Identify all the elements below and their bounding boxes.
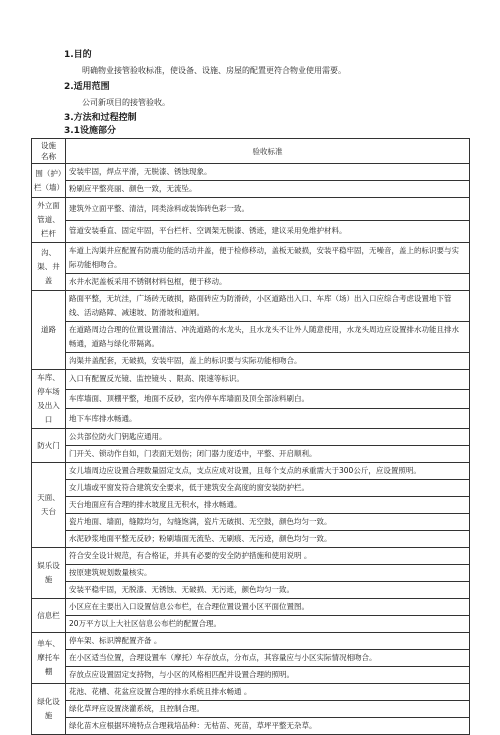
acceptance-standard-header: 验收标准 — [66, 139, 470, 164]
section-2-text: 公司新项目的接管验收。 — [82, 98, 170, 107]
facility-name-cell: 围（护）栏（墙） — [32, 164, 66, 198]
facility-name-header-line1: 设施 — [41, 141, 56, 150]
table-row — [32, 353, 470, 370]
table-row — [32, 181, 470, 198]
facility-name-cell: 防火门 — [32, 429, 66, 463]
table-row — [32, 274, 470, 291]
standard-cell: 公共部位防火门钥匙应通用。 — [66, 429, 470, 446]
standard-cell: 路面平整，无坑洼，广场砖无破损，路面砖应为防滑砖，小区道路出入口、车库（场）出入口应综合考虑设置地下管线、活动路障、减速坡、防滑坡和道闸。 — [66, 291, 470, 322]
table-header-row — [32, 139, 470, 164]
standard-cell: 车道上沟渠井应配置有防震功能的活动井盖，便于检修移动，盖板无破损，安装平稳牢固，无噪音，盖上的标识要与实际功能相吻合。 — [66, 243, 470, 274]
standard-cell: 入口有配置反光镜、监控镜头 、限高、限速等标识。 — [66, 370, 470, 390]
table-row — [32, 718, 470, 735]
facility-name-cell: 单车、摩托车棚 — [32, 633, 66, 684]
facility-name-header — [32, 139, 66, 164]
table-row — [32, 684, 470, 701]
standard-cell: 符合安全设计规范，有合格证，并具有必要的安全防护措施和使用说明 。 — [66, 548, 470, 565]
standard-cell: 门开关、锁动作自如，门表面无划伤；闭门器力度适中，平整、开启顺利。 — [66, 446, 470, 463]
table-row — [32, 667, 470, 684]
table-row — [32, 650, 470, 667]
section-1-text: 明确物业接管验收标准，使设备、设施、房屋的配置更符合物业使用需要。 — [82, 66, 346, 75]
standard-cell: 在道路周边合理的位置设置清洁、冲洗道路的水龙头，且水龙头不让外人随意使用，水龙头周边应设置排水功能且排水畅通，道路与绿化带隔离。 — [66, 322, 470, 353]
standard-cell: 按原建筑规划数量核实。 — [66, 565, 470, 582]
standard-cell: 车库墙面、顶棚平整，地面不反砂，室内停车库墙面及顶全部涂料刷白。 — [66, 389, 470, 409]
table-row — [32, 446, 470, 463]
facility-name-cell: 天面、天台 — [32, 463, 66, 548]
standard-cell: 女儿墙或平窗发符合建筑安全要求，低于建筑安全高度的窗安装防护栏。 — [66, 480, 470, 497]
standard-cell: 水泥砂浆地面平整无反砂；粉刷墙面无流坠、无刷痕、无污迹，颜色均匀一致。 — [66, 531, 470, 548]
table-row — [32, 480, 470, 497]
facility-name-cell: 车库、停车场及出入口 — [32, 370, 66, 429]
table-row — [32, 531, 470, 548]
standard-cell: 沟渠井盖配套，无破损，安装牢固，盖上的标识要与实际功能相吻合。 — [66, 353, 470, 370]
facility-name-cell: 绿化设施 — [32, 684, 66, 735]
standard-cell: 在小区适当位置，合理设置车（摩托）车存放点，分布点，其容量应与小区实际情况相吻合。 — [66, 650, 470, 667]
table-row — [32, 463, 470, 480]
table-row — [32, 429, 470, 446]
facility-name-cell: 道路 — [32, 291, 66, 370]
table-row — [32, 389, 470, 409]
table-row — [32, 370, 470, 390]
table-row — [32, 291, 470, 322]
standard-cell: 花池、花槽、花盆应设置合理的排水系统且排水畅通 。 — [66, 684, 470, 701]
table-row — [32, 599, 470, 616]
facility-name-cell: 外立面管道、栏杆 — [32, 198, 66, 243]
table-row — [32, 514, 470, 531]
standard-cell: 小区应在主要出入口设置信息公布栏，在合理位置设置小区平面位置图。 — [66, 599, 470, 616]
table-row — [32, 220, 470, 243]
table-row — [32, 548, 470, 565]
standard-cell: 建筑外立面平整、清洁，同类涂料或装饰砖色彩一致。 — [66, 198, 470, 221]
section-2-title: 2.适用范围 — [64, 82, 110, 92]
standard-cell: 瓷片地面、墙面，缝隙均匀，勾缝饱满，瓷片无破损、无空鼓，颜色均匀一致。 — [66, 514, 470, 531]
section-1-title: 1.目的 — [64, 50, 92, 60]
table-row — [32, 322, 470, 353]
facility-name-cell: 娱乐设施 — [32, 548, 66, 599]
facility-name-cell: 信息栏 — [32, 599, 66, 633]
standard-cell: 管道安装垂直、固定牢固，平台栏杆、空调架无脱漆、锈迹，建议采用免维护材料。 — [66, 220, 470, 243]
standard-cell: 女儿墙周边应设置合理数量固定支点，支点应成对设置，且每个支点的承重需大于300公斤，应设置照明。 — [66, 463, 470, 480]
table-row — [32, 582, 470, 599]
table-row — [32, 409, 470, 429]
table-row — [32, 633, 470, 650]
standard-cell: 20万平方以上大社区信息公布栏的配置合理。 — [66, 616, 470, 633]
standard-cell: 安装平稳牢固，无脱漆、无锈蚀、无破损、无污迹，颜色均匀一致。 — [66, 582, 470, 599]
facility-name-header-line2: 名称 — [41, 152, 56, 161]
table-row — [32, 243, 470, 274]
table-row — [32, 701, 470, 718]
standard-cell: 地下车库排水畅通。 — [66, 409, 470, 429]
table-row — [32, 497, 470, 514]
standard-cell: 粉刷应平整亮丽、颜色一致，无流坠。 — [66, 181, 470, 198]
facility-name-cell: 沟、渠、井盖 — [32, 243, 66, 291]
acceptance-standards-table — [31, 138, 470, 735]
standard-cell: 安装牢固，焊点平滑，无脱漆、锈蚀现象。 — [66, 164, 470, 181]
standard-cell: 水井水泥盖板采用不锈钢材料包框，便于移动。 — [66, 274, 470, 291]
table-row — [32, 565, 470, 582]
table-row — [32, 198, 470, 221]
standard-cell: 存放点应设置固定支持物，与小区的风格相匹配并设置合理的照明。 — [66, 667, 470, 684]
standard-cell: 天台地面应有合理的排水坡度且无积水，排水畅通。 — [66, 497, 470, 514]
table-row — [32, 164, 470, 181]
standard-cell: 停车架、标识牌配置齐备 。 — [66, 633, 470, 650]
section-3-1-title: 3.1设施部分 — [64, 126, 116, 136]
section-3-title: 3.方法和过程控制 — [64, 113, 137, 123]
standard-cell: 绿化草坪应设置浇灌系统，且控制合理。 — [66, 701, 470, 718]
standard-cell: 绿化苗木应根据环境特点合理栽培品种：无枯苗、死苗，草坪平整无杂草。 — [66, 718, 470, 735]
table-row — [32, 616, 470, 633]
table-body — [32, 164, 470, 735]
